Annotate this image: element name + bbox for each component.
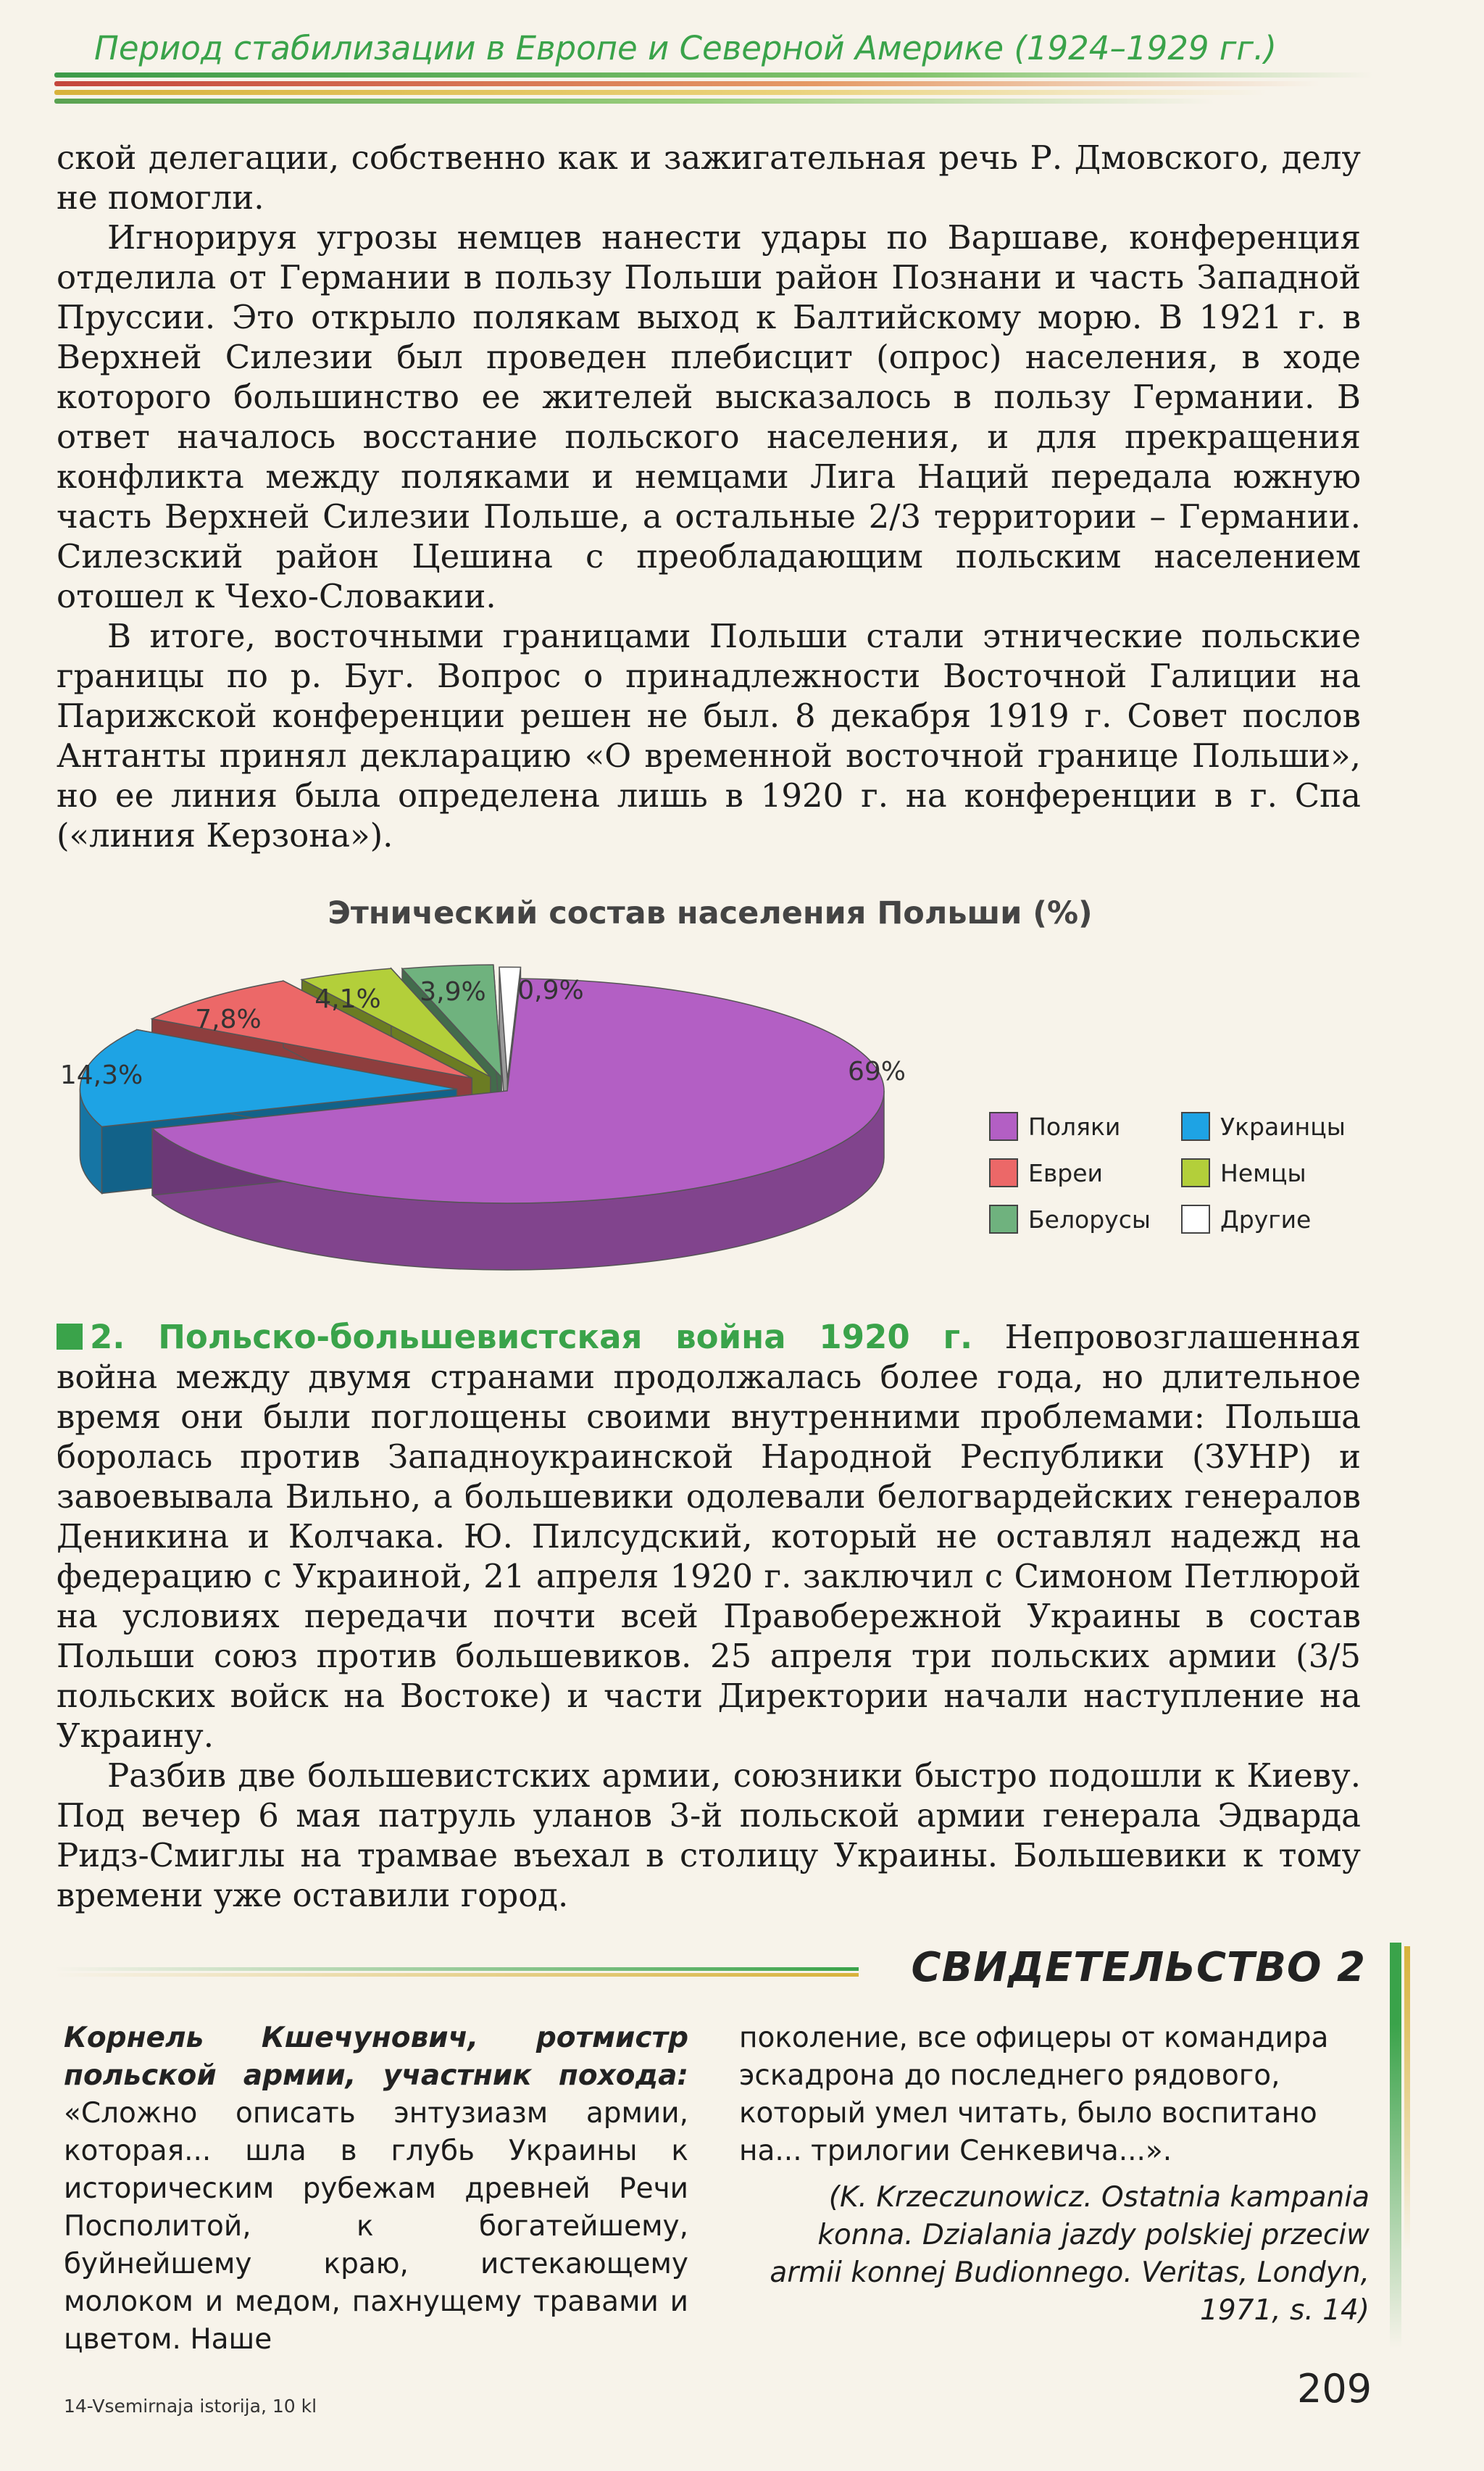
legend-item-poles bbox=[989, 1110, 1181, 1142]
evidence-decorative-line bbox=[54, 1967, 859, 1979]
footer-print-mark: 14-Vsemirnaja istorija, 10 kl bbox=[64, 2396, 317, 2417]
pie-value-label: 0,9% bbox=[517, 976, 584, 1005]
legend-item-belarusians bbox=[989, 1203, 1181, 1235]
text-block-1 bbox=[57, 138, 1361, 855]
evidence-right-column bbox=[739, 2019, 1370, 2330]
running-header: Период стабилизации в Европе и Северной Америке (1924–1929 гг.) bbox=[94, 29, 1277, 67]
legend-swatch bbox=[989, 1205, 1018, 1234]
pie-value-label: 14,3% bbox=[59, 1060, 143, 1090]
pie-value-label: 3,9% bbox=[420, 977, 486, 1007]
legend-swatch bbox=[989, 1112, 1018, 1141]
page-number: 209 bbox=[1297, 2366, 1372, 2412]
legend-item-others bbox=[1181, 1203, 1373, 1235]
legend-label: Поляки bbox=[1028, 1112, 1121, 1141]
pie-value-label: 69% bbox=[847, 1057, 906, 1087]
evidence-left-column bbox=[64, 2019, 688, 2359]
evidence-side-bar-secondary bbox=[1404, 1946, 1410, 2251]
section-2-paragraph-2: Разбив две большевистских армии, союзники быстро подошли к Киеву. Под вечер 6 мая патруль уланов 3-й польской армии генерала Эдварда Ридз-Смиглы на трамвае въехал в столицу Украины. Большевики к тому времени уже оставили город. bbox=[57, 1756, 1361, 1914]
legend-label: Немцы bbox=[1220, 1158, 1306, 1187]
text-block-2 bbox=[57, 1317, 1361, 1915]
legend-item-jews bbox=[989, 1157, 1181, 1189]
header-decorative-stripes bbox=[54, 72, 1373, 115]
legend-item-ukrainians bbox=[1181, 1110, 1373, 1142]
legend-label: Белорусы bbox=[1028, 1205, 1151, 1234]
evidence-quote-part-1: «Сложно описать энтузиазм армии, которая... шла в глубь Украины к историческим рубежам древней Речи Посполитой, к богатейшему, буйнейшему краю, истекающему молоком и медом, пахнущему травами и цветом. Наше bbox=[64, 2097, 688, 2356]
pie-chart bbox=[43, 942, 956, 1297]
paragraph-3: В итоге, восточными границами Польши стали этнические польские границы по р. Буг. Вопрос о принадлежности Восточной Галиции на Парижской конференции решен не был. 8 декабря 1919 г. Совет послов Антанты принял декларацию «О временной восточной границе Польши», но ее линия была определена лишь в 1920 г. на конференции в г. Спа («линия Керзона»). bbox=[57, 617, 1361, 855]
paragraph-1: ской делегации, собственно как и зажигательная речь Р. Дмовского, делу не помогли. bbox=[57, 138, 1361, 217]
legend-item-germans bbox=[1181, 1157, 1373, 1189]
chart-legend bbox=[989, 1110, 1395, 1235]
pie-value-label: 4,1% bbox=[314, 984, 381, 1014]
legend-label: Украинцы bbox=[1220, 1112, 1346, 1141]
legend-swatch bbox=[1181, 1158, 1210, 1187]
square-bullet-icon bbox=[57, 1324, 83, 1350]
pie-value-label: 7,8% bbox=[195, 1005, 262, 1034]
chart-title: Этнический состав населения Польши (%) bbox=[328, 895, 1093, 931]
evidence-source: (K. Krzeczunowicz. Ostatnia kampania konna. Dzialania jazdy polskiej przeciw armii konnej Budionnego. Veritas, Londyn, 1971, s. 14) bbox=[770, 2181, 1370, 2327]
section-2-heading: 2. Польско-большевистская война 1920 г. bbox=[57, 1318, 972, 1356]
legend-label: Другие bbox=[1220, 1205, 1312, 1234]
paragraph-2: Игнорируя угрозы немцев нанести удары по Варшаве, конференция отделила от Германии в пользу Польши район Познани и часть Западной Пруссии. Это открыло полякам выход к Балтийскому морю. В 1921 г. в Верхней Силезии был проведен плебисцит (опрос) населения, в ходе которого большинство ее жителей высказалось в пользу Германии. В ответ началось восстание польского населения, и для прекращения конфликта между поляками и немцами Лига Наций передала южную часть Верхней Силезии Польше, а остальные 2/3 территории – Германии. Силезский район Цешина с преобладающим польским населением отошел к Чехо-Словакии. bbox=[57, 218, 1361, 615]
legend-label: Евреи bbox=[1028, 1158, 1103, 1187]
legend-swatch bbox=[1181, 1205, 1210, 1234]
evidence-author: Корнель Кшечунович, ротмистр польской армии, участник похода: bbox=[64, 2022, 688, 2092]
evidence-side-bar bbox=[1390, 1943, 1401, 2349]
legend-swatch bbox=[989, 1158, 1018, 1187]
evidence-title: СВИДЕТЕЛЬСТВО 2 bbox=[911, 1944, 1366, 1991]
section-2-paragraph-1: 2. Польско-большевистская война 1920 г. Непровозглашенная война между двумя странами продолжалась более года, но длительное время они были поглощены своими внутренними проблемами: Польша боролась против Западноукраинской Народной Республики (ЗУНР) и завоевывала Вильно, а большевики одолевали белогвардейских генералов Деникина и Колчака. Ю. Пилсудский, который не оставлял надежд на федерацию с Украиной, 21 апреля 1920 г. заключил с Симоном Петлюрой на условиях передачи почти всей Правобережной Украины в состав Польши союз против большевиков. 25 апреля три польских армии (3/5 польских войск на Востоке) и части Директории начали наступление на Украину. bbox=[57, 1318, 1362, 1755]
legend-swatch bbox=[1181, 1112, 1210, 1141]
evidence-quote-part-2: поколение, все офицеры от командира эскадрона до последнего рядового, который умел читать, было воспитано на... трилогии Сенкевича...». bbox=[739, 2022, 1329, 2167]
